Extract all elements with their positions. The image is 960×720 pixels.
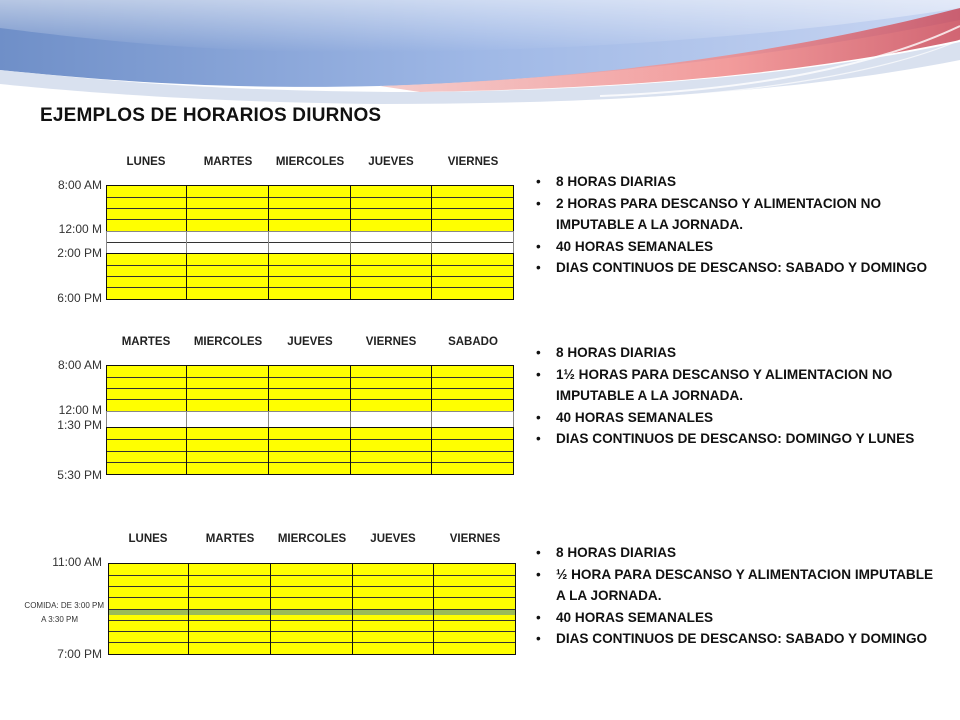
schedule-block [431, 185, 514, 232]
schedule-block [350, 253, 432, 300]
grid-line [351, 276, 431, 277]
grid-line [187, 242, 268, 243]
time-label: 7:00 PM [57, 647, 102, 661]
schedule-block [431, 253, 514, 300]
grid-line [109, 631, 188, 632]
grid-line [432, 276, 513, 277]
schedule-block [270, 563, 353, 655]
note-item: • DIAS CONTINUOS DE DESCANSO: SABADO Y DOMINGO [534, 257, 934, 279]
schedule-block [268, 411, 351, 428]
lunch-band [271, 610, 352, 615]
grid-line [269, 219, 350, 220]
grid-line [353, 597, 433, 598]
note-item: • 40 HORAS SEMANALES [534, 607, 934, 629]
lunch-band [434, 610, 515, 615]
schedule-block [186, 231, 269, 254]
grid-line [434, 597, 515, 598]
day-label: VIERNES [449, 533, 501, 545]
note-item: • ½ HORA PARA DESCANSO Y ALIMENTACION IMPUTABLE A LA JORNADA. [534, 564, 934, 607]
grid-line [432, 265, 513, 266]
grid-line [189, 631, 270, 632]
grid-line [269, 439, 350, 440]
schedule-block [106, 185, 187, 232]
grid-line [269, 208, 350, 209]
grid-line [187, 439, 268, 440]
grid-line [269, 242, 350, 243]
day-label: JUEVES [287, 336, 333, 348]
grid-line [434, 575, 515, 576]
decorative-banner [0, 0, 960, 110]
grid-line [351, 439, 431, 440]
schedule-block [268, 365, 351, 412]
grid-line [269, 388, 350, 389]
grid-line [351, 197, 431, 198]
schedule-grid [106, 185, 514, 300]
day-label: MARTES [205, 533, 255, 545]
grid-line [351, 242, 431, 243]
note-item: • 1½ HORAS PARA DESCANSO Y ALIMENTACION NO IMPUTABLE A LA JORNADA. [534, 364, 934, 407]
grid-line [187, 197, 268, 198]
schedule-block [106, 411, 187, 428]
schedule-block [268, 231, 351, 254]
schedule-block [108, 563, 189, 655]
note-item: • 40 HORAS SEMANALES [534, 407, 934, 429]
note-item: • DIAS CONTINUOS DE DESCANSO: SABADO Y DOMINGO [534, 628, 934, 650]
grid-line [271, 575, 352, 576]
time-label: 2:00 PM [57, 246, 102, 260]
grid-line [107, 451, 186, 452]
time-label: 11:00 AM [52, 555, 102, 569]
schedule-block [433, 563, 516, 655]
grid-line [432, 399, 513, 400]
grid-line [353, 631, 433, 632]
schedule-block [188, 563, 271, 655]
grid-line [187, 276, 268, 277]
grid-line [351, 287, 431, 288]
schedule-block [350, 365, 432, 412]
day-label: SABADO [448, 336, 498, 348]
grid-line [189, 597, 270, 598]
grid-line [107, 197, 186, 198]
grid-line [432, 451, 513, 452]
day-label: LUNES [128, 533, 168, 545]
lunch-band [353, 610, 433, 615]
grid-line [434, 620, 515, 621]
schedule-block [350, 185, 432, 232]
day-label: MIERCOLES [275, 156, 345, 168]
page-title: EJEMPLOS DE HORARIOS DIURNOS [40, 105, 382, 126]
schedule-block [186, 253, 269, 300]
time-label: 12:00 M [58, 222, 102, 236]
schedule-grid [106, 365, 514, 475]
lunch-label: A 3:30 PM [41, 615, 78, 624]
lunch-label: COMIDA: DE 3:00 PM [24, 601, 104, 610]
schedule-1-notes [534, 171, 934, 279]
schedule-2-notes [534, 342, 934, 450]
schedule-block [186, 365, 269, 412]
schedule-block [431, 427, 514, 475]
note-item: • 8 HORAS DIARIAS [534, 542, 934, 564]
grid-line [353, 620, 433, 621]
grid-line [189, 575, 270, 576]
note-item: • 8 HORAS DIARIAS [534, 342, 934, 364]
grid-line [351, 219, 431, 220]
grid-line [432, 242, 513, 243]
grid-line [432, 287, 513, 288]
grid-line [109, 597, 188, 598]
day-label: MIERCOLES [193, 336, 263, 348]
grid-line [187, 462, 268, 463]
schedule-block [268, 185, 351, 232]
schedule-block [350, 427, 432, 475]
schedule-block [106, 427, 187, 475]
schedule-block [350, 411, 432, 428]
schedule-block [431, 231, 514, 254]
grid-line [269, 462, 350, 463]
schedule-grid [108, 563, 516, 655]
grid-line [351, 451, 431, 452]
grid-line [109, 586, 188, 587]
grid-line [269, 399, 350, 400]
grid-line [271, 620, 352, 621]
grid-line [187, 219, 268, 220]
day-label: VIERNES [365, 336, 417, 348]
grid-line [187, 451, 268, 452]
grid-line [107, 388, 186, 389]
grid-line [432, 197, 513, 198]
grid-line [269, 377, 350, 378]
schedule-block [186, 185, 269, 232]
note-item: • DIAS CONTINUOS DE DESCANSO: DOMINGO Y LUNES [534, 428, 934, 450]
time-label: 12:00 M [58, 403, 102, 417]
grid-line [109, 642, 188, 643]
schedule-block [106, 365, 187, 412]
grid-line [353, 575, 433, 576]
grid-line [432, 439, 513, 440]
lunch-band [109, 610, 188, 615]
grid-line [271, 642, 352, 643]
grid-line [187, 399, 268, 400]
grid-line [109, 575, 188, 576]
day-label: LUNES [126, 156, 166, 168]
note-item: • 8 HORAS DIARIAS [534, 171, 934, 193]
grid-line [187, 287, 268, 288]
day-label: MIERCOLES [277, 533, 347, 545]
grid-line [189, 620, 270, 621]
schedule-block [268, 253, 351, 300]
grid-line [271, 597, 352, 598]
grid-line [269, 265, 350, 266]
grid-line [269, 197, 350, 198]
grid-line [107, 287, 186, 288]
note-item: • 40 HORAS SEMANALES [534, 236, 934, 258]
time-label: 1:30 PM [57, 418, 102, 432]
grid-line [351, 399, 431, 400]
time-label: 8:00 AM [57, 358, 102, 372]
schedule-block [268, 427, 351, 475]
grid-line [269, 276, 350, 277]
grid-line [107, 208, 186, 209]
grid-line [107, 462, 186, 463]
grid-line [432, 219, 513, 220]
grid-line [107, 276, 186, 277]
schedule-block [350, 231, 432, 254]
grid-line [432, 377, 513, 378]
grid-line [187, 388, 268, 389]
time-label: 8:00 AM [57, 178, 102, 192]
day-label: JUEVES [368, 156, 414, 168]
schedule-block [431, 365, 514, 412]
grid-line [353, 586, 433, 587]
time-label: 6:00 PM [57, 291, 102, 305]
grid-line [107, 439, 186, 440]
schedule-3-notes [534, 542, 934, 650]
grid-line [434, 586, 515, 587]
grid-line [269, 287, 350, 288]
grid-line [271, 586, 352, 587]
grid-line [107, 377, 186, 378]
schedule-block [106, 253, 187, 300]
note-item: • 2 HORAS PARA DESCANSO Y ALIMENTACION NO IMPUTABLE A LA JORNADA. [534, 193, 934, 236]
grid-line [107, 242, 186, 243]
day-label: MARTES [203, 156, 253, 168]
grid-line [187, 265, 268, 266]
grid-line [189, 586, 270, 587]
grid-line [351, 377, 431, 378]
day-label: VIERNES [447, 156, 499, 168]
grid-line [432, 462, 513, 463]
grid-line [432, 208, 513, 209]
grid-line [432, 388, 513, 389]
time-label: 5:30 PM [57, 468, 102, 482]
grid-line [351, 388, 431, 389]
day-label: JUEVES [370, 533, 416, 545]
grid-line [351, 208, 431, 209]
grid-line [434, 642, 515, 643]
day-label: MARTES [121, 336, 171, 348]
schedule-block [431, 411, 514, 428]
schedule-block [186, 411, 269, 428]
grid-line [107, 399, 186, 400]
schedule-block [352, 563, 434, 655]
grid-line [271, 631, 352, 632]
grid-line [434, 631, 515, 632]
grid-line [269, 451, 350, 452]
schedule-block [106, 231, 187, 254]
grid-line [107, 265, 186, 266]
schedule-block [186, 427, 269, 475]
grid-line [187, 377, 268, 378]
grid-line [189, 642, 270, 643]
grid-line [351, 265, 431, 266]
grid-line [187, 208, 268, 209]
grid-line [353, 642, 433, 643]
grid-line [107, 219, 186, 220]
lunch-band [189, 610, 270, 615]
grid-line [109, 620, 188, 621]
grid-line [351, 462, 431, 463]
